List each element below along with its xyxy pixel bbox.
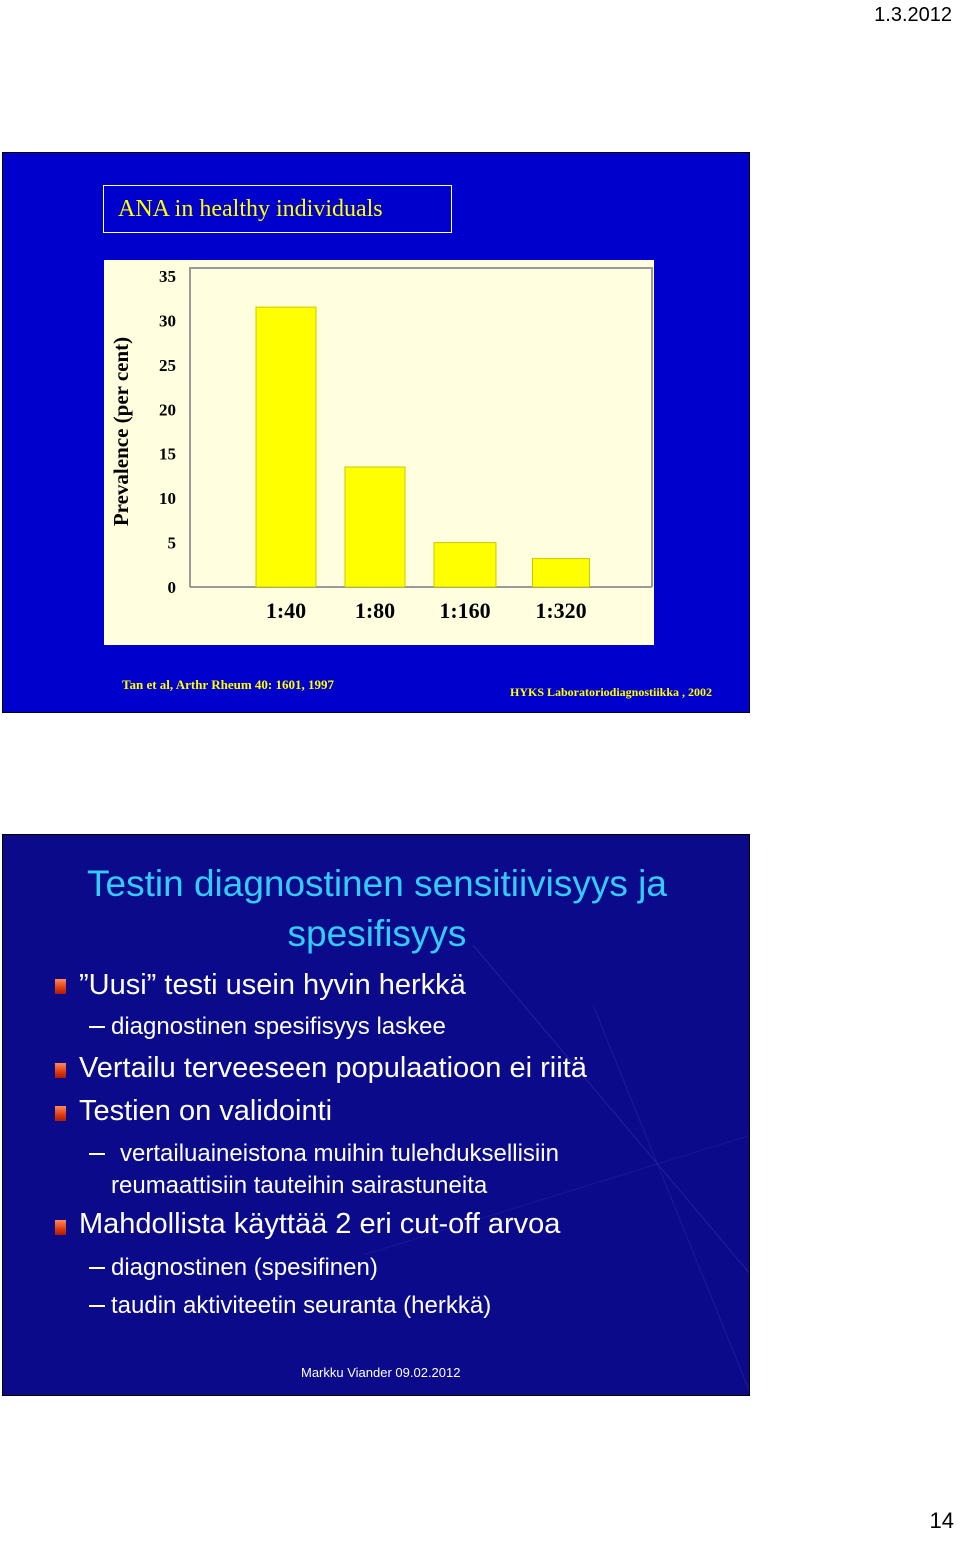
citation: Tan et al, Arthr Rheum 40: 1601, 1997: [122, 677, 334, 692]
bullet-item: Vertailu terveeseen populaatioon ei riitä: [79, 1052, 587, 1084]
dash-icon: [89, 1267, 105, 1269]
sub-bullet-item: taudin aktiviteetin seuranta (herkkä): [111, 1292, 492, 1319]
sub-bullet-item: vertailuaineistona muihin tulehduksellisiin: [120, 1140, 559, 1167]
dash-icon: [89, 1026, 105, 1028]
bar: [345, 467, 405, 587]
sub-bullet-item: diagnostinen spesifisyys laskee: [111, 1013, 446, 1040]
dash-icon: [89, 1305, 105, 1307]
chart-svg: [104, 260, 654, 645]
y-tick-label: 25: [159, 355, 176, 375]
x-tick-label: 1:40: [265, 598, 307, 623]
page-date: 1.3.2012: [874, 4, 952, 26]
bar: [434, 543, 496, 587]
slide-ana-healthy: [2, 152, 750, 713]
slide2-footer: Markku Viander 09.02.2012: [301, 1365, 461, 1380]
prevalence-chart: [104, 260, 654, 645]
bullet-item: Testien on validointi: [79, 1095, 333, 1127]
x-tick-label: 1:160: [439, 598, 491, 623]
sub-bullet-item: reumaattisiin tauteihin sairastuneita: [111, 1172, 488, 1199]
y-tick-label: 5: [167, 533, 176, 553]
y-tick-label: 20: [159, 400, 176, 420]
y-tick-label: 15: [159, 444, 176, 464]
bar: [533, 559, 590, 587]
credit: HYKS Laboratoriodiagnostiikka , 2002: [510, 685, 713, 699]
y-tick-label: 0: [167, 578, 176, 597]
sub-bullet-item: diagnostinen (spesifinen): [111, 1254, 378, 1281]
y-axis-label: Prevalence (per cent): [109, 336, 133, 527]
slide2-title-line2: spesifisyys: [287, 913, 467, 954]
x-tick-label: 1:320: [535, 598, 587, 623]
bullet-item: ”Uusi” testi usein hyvin herkkä: [79, 969, 466, 1001]
page-number: 14: [929, 1508, 954, 1533]
bar: [256, 307, 316, 587]
bullet-square-icon: [55, 1063, 66, 1078]
bullet-square-icon: [55, 979, 66, 994]
slide1-title: ANA in healthy individuals: [103, 185, 452, 233]
dash-icon: [89, 1153, 105, 1155]
y-tick-label: 35: [159, 267, 176, 286]
y-tick-label: 10: [159, 489, 176, 509]
y-tick-label: 30: [159, 311, 176, 331]
bullet-item: Mahdollista käyttää 2 eri cut-off arvoa: [79, 1208, 561, 1240]
x-tick-label: 1:80: [354, 598, 396, 623]
slide2-title-line1: Testin diagnostinen sensitiivisyys ja: [87, 863, 667, 904]
bullet-square-icon: [55, 1106, 66, 1121]
slide-diagnostic-sensitivity: [2, 834, 750, 1396]
slide2-title: [3, 859, 750, 959]
bullet-square-icon: [55, 1220, 66, 1235]
